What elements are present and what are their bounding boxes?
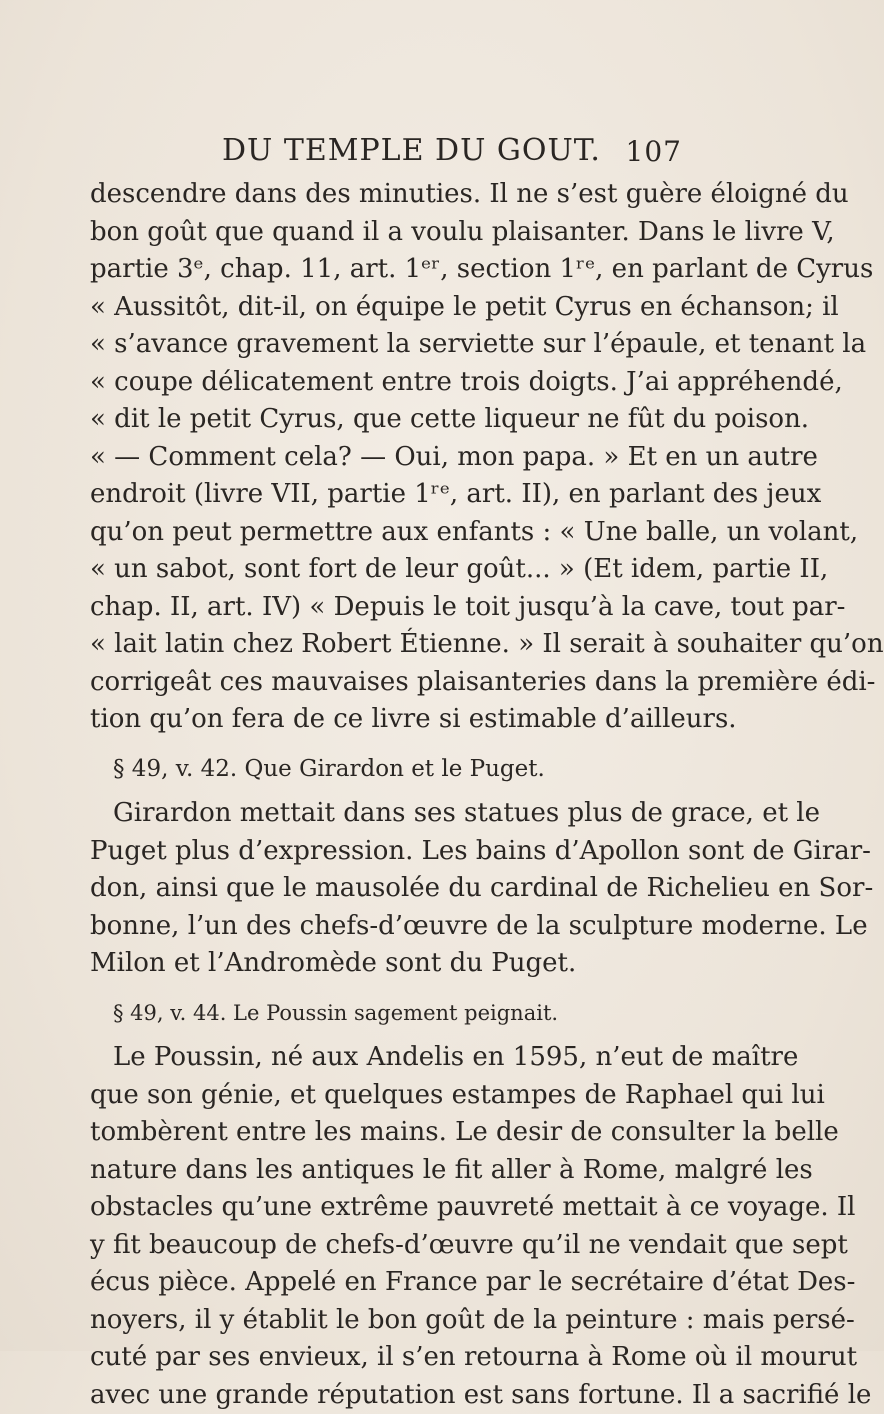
page-body [90, 176, 690, 1414]
text-line: cuté par ses envieux, il s’en retourna à Rome où il mourut [90, 1339, 690, 1377]
text-line: que son génie, et quelques estampes de Raphael qui lui [90, 1077, 690, 1115]
note-heading: § 49, v. 44. Le Poussin sagement peignait. [90, 995, 690, 1033]
text-line: chap. II, art. IV) « Depuis le toit jusqu’à la cave, tout par- [90, 589, 690, 627]
text-line: Puget plus d’expression. Les bains d’Apollon sont de Girar- [90, 833, 690, 871]
running-title: DU TEMPLE DU GOUT. [222, 133, 601, 168]
text-line: « — Comment cela? — Oui, mon papa. » Et en un autre [90, 439, 690, 477]
text-line: y fit beaucoup de chefs-d’œuvre qu’il ne vendait que sept [90, 1227, 690, 1265]
text-line: obstacles qu’une extrême pauvreté mettait à ce voyage. Il [90, 1189, 690, 1227]
text-line: « coupe délicatement entre trois doigts. J’ai appréhendé, [90, 364, 690, 402]
text-line: « dit le petit Cyrus, que cette liqueur ne fût du poison. [90, 401, 690, 439]
text-line: « lait latin chez Robert Étienne. » Il serait à souhaiter qu’on [90, 626, 690, 664]
text-line: corrigeât ces mauvaises plaisanteries dans la première édi- [90, 664, 690, 702]
text-line: écus pièce. Appelé en France par le secrétaire d’état Des- [90, 1264, 690, 1302]
text-line: « un sabot, sont fort de leur goût... » (Et idem, partie II, [90, 551, 690, 589]
text-line: don, ainsi que le mausolée du cardinal de Richelieu en Sor- [90, 870, 690, 908]
text-line: bonne, l’un des chefs-d’œuvre de la sculpture moderne. Le [90, 908, 690, 946]
text-line: Le Poussin, né aux Andelis en 1595, n’eut de maître [90, 1039, 690, 1077]
text-line: avec une grande réputation est sans fortune. Il a sacrifié le [90, 1377, 690, 1414]
text-line: endroit (livre VII, partie 1ʳᵉ, art. II), en parlant des jeux [90, 476, 690, 514]
text-line: bon goût que quand il a voulu plaisanter. Dans le livre V, [90, 214, 690, 252]
text-line: qu’on peut permettre aux enfants : « Une balle, un volant, [90, 514, 690, 552]
page-number: 107 [626, 135, 682, 168]
text-line: « Aussitôt, dit-il, on équipe le petit Cyrus en échanson; il [90, 289, 690, 327]
text-line: descendre dans des minuties. Il ne s’est guère éloigné du [90, 176, 690, 214]
text-line: partie 3ᵉ, chap. 11, art. 1ᵉʳ, section 1ʳᵉ, en parlant de Cyrus [90, 251, 690, 289]
running-header [222, 133, 682, 173]
note-heading: § 49, v. 42. Que Girardon et le Puget. [90, 751, 690, 789]
text-line-last: tion qu’on fera de ce livre si estimable d’ailleurs. [90, 701, 690, 739]
text-line-last: Milon et l’Andromède sont du Puget. [90, 945, 690, 983]
text-line: « s’avance gravement la serviette sur l’épaule, et tenant la [90, 326, 690, 364]
text-line: noyers, il y établit le bon goût de la peinture : mais persé- [90, 1302, 690, 1340]
text-line: nature dans les antiques le fit aller à Rome, malgré les [90, 1152, 690, 1190]
text-line: tombèrent entre les mains. Le desir de consulter la belle [90, 1114, 690, 1152]
text-line: Girardon mettait dans ses statues plus de grace, et le [90, 795, 690, 833]
